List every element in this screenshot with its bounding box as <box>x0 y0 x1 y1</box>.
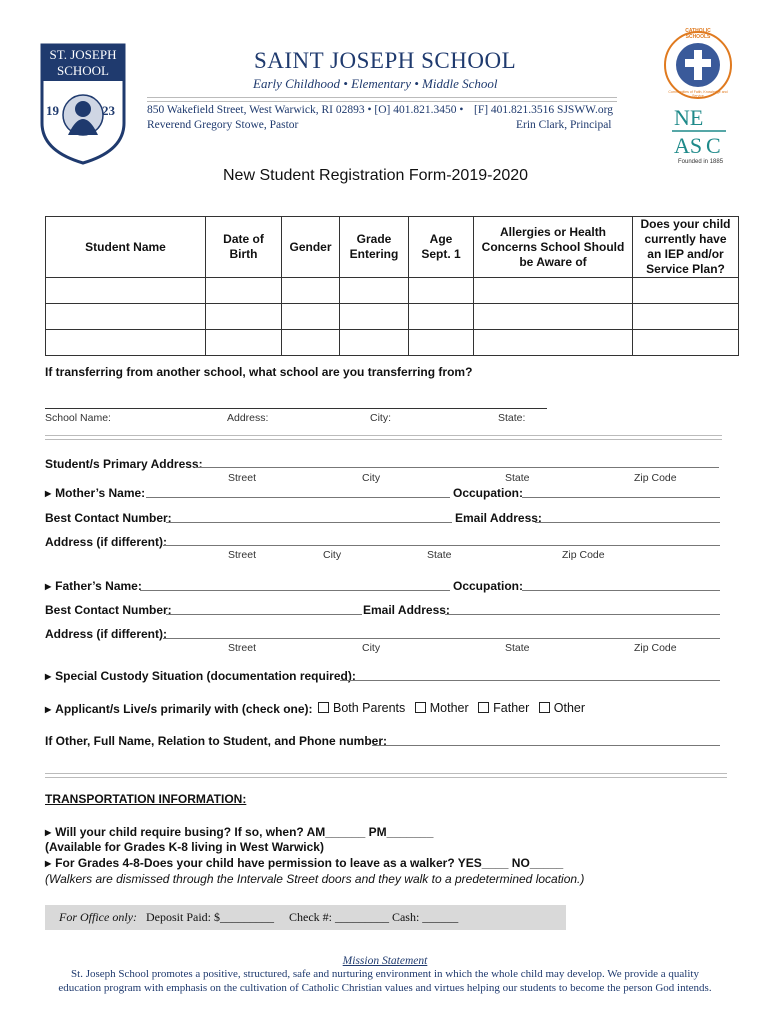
father-caption-state: State <box>505 642 530 654</box>
form-title: New Student Registration Form-2019-2020 <box>223 167 529 184</box>
header-divider <box>147 97 617 102</box>
school-fax-web: [F] 401.821.3516 SJSWW.org <box>474 104 613 116</box>
mother-address-field[interactable] <box>163 545 720 546</box>
mother-contact-field[interactable] <box>166 522 452 523</box>
other-info-label: If Other, Full Name, Relation to Student, and Phone number: <box>45 734 388 748</box>
mission-text-1: St. Joseph School promotes a positive, structured, safe and nurturing environment in which the whole child may develop. We provide a quality <box>71 968 699 980</box>
col-date-of-birth: Date of Birth <box>206 217 282 278</box>
col-age: Age Sept. 1 <box>409 217 474 278</box>
primary-caption-city: City <box>362 472 381 484</box>
checkbox-icon[interactable] <box>415 702 426 713</box>
transfer-caption-school: School Name: <box>45 412 111 424</box>
father-address-label: Address (if different): <box>45 627 168 641</box>
office-label: For Office only: <box>59 910 137 924</box>
col-allergies: Allergies or Health Concerns School Should be Aware of <box>474 217 633 278</box>
mother-address-label: Address (if different): <box>45 535 168 549</box>
table-header-row <box>46 217 739 278</box>
father-name-field[interactable] <box>140 590 450 591</box>
other-info-field[interactable] <box>372 745 720 746</box>
mother-email-field[interactable] <box>535 522 720 523</box>
catholic-schools-logo <box>663 30 733 100</box>
seal-line2: SCHOOL <box>56 63 109 78</box>
father-caption-street: Street <box>228 642 257 654</box>
svg-text:C: C <box>706 133 721 158</box>
father-name-label: ▶ Father’s Name: <box>45 579 142 593</box>
school-name: SAINT JOSEPH SCHOOL <box>254 48 517 73</box>
office-box <box>45 905 566 930</box>
father-caption-zip: Zip Code <box>634 642 677 654</box>
custody-label: ▶ Special Custody Situation (documentation required): <box>45 669 356 683</box>
primary-address-label: Student/s Primary Address: <box>45 457 203 471</box>
lives-with-options <box>318 701 585 715</box>
mother-name-label: ▶ Mother’s Name: <box>45 486 146 500</box>
col-grade-entering: Grade Entering <box>340 217 409 278</box>
table-row[interactable] <box>46 330 739 356</box>
office-fields: Deposit Paid: $_________ Check #: _________ Cash: ______ <box>145 910 459 924</box>
school-seal <box>40 43 126 165</box>
seal-year-right: 23 <box>102 103 115 118</box>
option-other[interactable]: Other <box>539 701 585 715</box>
option-mother[interactable]: Mother <box>415 701 469 715</box>
mother-caption-street: Street <box>228 549 257 561</box>
transfer-school-field[interactable] <box>45 408 547 409</box>
bullet-triangle-icon: ▶ <box>45 828 52 837</box>
primary-caption-street: Street <box>228 472 257 484</box>
table-row[interactable] <box>46 304 739 330</box>
cs-logo-ring: Communities of Faith, Knowledge and Service <box>668 90 728 98</box>
bullet-triangle-icon: ▶ <box>45 859 52 868</box>
checkbox-icon[interactable] <box>539 702 550 713</box>
mother-contact-label: Best Contact Number: <box>45 511 172 525</box>
option-both-parents[interactable]: Both Parents <box>318 701 405 715</box>
option-father[interactable]: Father <box>478 701 529 715</box>
transfer-caption-state: State: <box>498 412 526 424</box>
section-divider <box>45 773 727 778</box>
lives-with-label: ▶ Applicant/s Live/s primarily with (check one): <box>45 702 313 716</box>
mother-name-field[interactable] <box>146 497 450 498</box>
table-row[interactable] <box>46 278 739 304</box>
walker-note: (Walkers are dismissed through the Intervale Street doors and they walk to a predetermined location.) <box>45 872 585 886</box>
col-gender: Gender <box>282 217 340 278</box>
mother-email-label: Email Address: <box>455 511 542 525</box>
mission-text-2: education program with emphasis on the cultivation of Catholic Christian values and virtues helping our students to become the person God intends. <box>58 982 712 994</box>
mother-occupation-field[interactable] <box>522 497 720 498</box>
checkbox-icon[interactable] <box>478 702 489 713</box>
father-contact-field[interactable] <box>166 614 362 615</box>
transfer-question: If transferring from another school, what school are you transferring from? <box>45 365 473 379</box>
school-principal: Erin Clark, Principal <box>516 119 612 131</box>
primary-caption-zip: Zip Code <box>634 472 677 484</box>
custody-field[interactable] <box>340 680 720 681</box>
bullet-triangle-icon: ▶ <box>45 489 52 498</box>
svg-text:NE: NE <box>674 105 704 130</box>
primary-address-field[interactable] <box>195 467 719 468</box>
busing-note: (Available for Grades K-8 living in West Warwick) <box>45 840 324 854</box>
checkbox-icon[interactable] <box>318 702 329 713</box>
school-pastor: Reverend Gregory Stowe, Pastor <box>147 119 299 131</box>
father-email-label: Email Address: <box>363 603 450 617</box>
bullet-triangle-icon: ▶ <box>45 705 52 714</box>
cs-logo-text: CATHOLIC SCHOOLS <box>685 28 711 40</box>
transfer-caption-city: City: <box>370 412 391 424</box>
transfer-caption-address: Address: <box>227 412 269 424</box>
mother-caption-city: City <box>323 549 342 561</box>
father-address-field[interactable] <box>163 638 720 639</box>
bullet-triangle-icon: ▶ <box>45 582 52 591</box>
seal-year-left: 19 <box>46 103 59 118</box>
mother-occupation-label: Occupation: <box>453 486 524 500</box>
bullet-triangle-icon: ▶ <box>45 672 52 681</box>
school-levels: Early Childhood • Elementary • Middle School <box>253 76 498 91</box>
primary-caption-state: State <box>505 472 530 484</box>
registration-table <box>45 216 739 356</box>
svg-text:AS: AS <box>674 133 703 158</box>
father-email-field[interactable] <box>445 614 720 615</box>
mother-caption-zip: Zip Code <box>562 549 605 561</box>
seal-line1: ST. JOSEPH <box>49 47 117 62</box>
father-contact-label: Best Contact Number: <box>45 603 172 617</box>
col-student-name: Student Name <box>46 217 206 278</box>
transportation-heading: TRANSPORTATION INFORMATION: <box>45 792 247 806</box>
neasc-founded: Founded in 1885 <box>678 159 724 165</box>
walker-question: ▶ For Grades 4-8-Does your child have permission to leave as a walker? YES____ NO_____ <box>45 856 564 870</box>
mission-title: Mission Statement <box>342 955 428 967</box>
busing-question: ▶ Will your child require busing? If so, when? AM______ PM_______ <box>45 825 434 839</box>
father-occupation-field[interactable] <box>522 590 720 591</box>
school-address: 850 Wakefield Street, West Warwick, RI 02893 • [O] 401.821.3450 • <box>147 104 464 116</box>
section-divider <box>45 435 722 440</box>
neasc-logo <box>670 103 730 158</box>
father-caption-city: City <box>362 642 381 654</box>
mother-caption-state: State <box>427 549 452 561</box>
father-occupation-label: Occupation: <box>453 579 524 593</box>
col-iep: Does your child currently have an IEP and/or Service Plan? <box>633 217 739 278</box>
